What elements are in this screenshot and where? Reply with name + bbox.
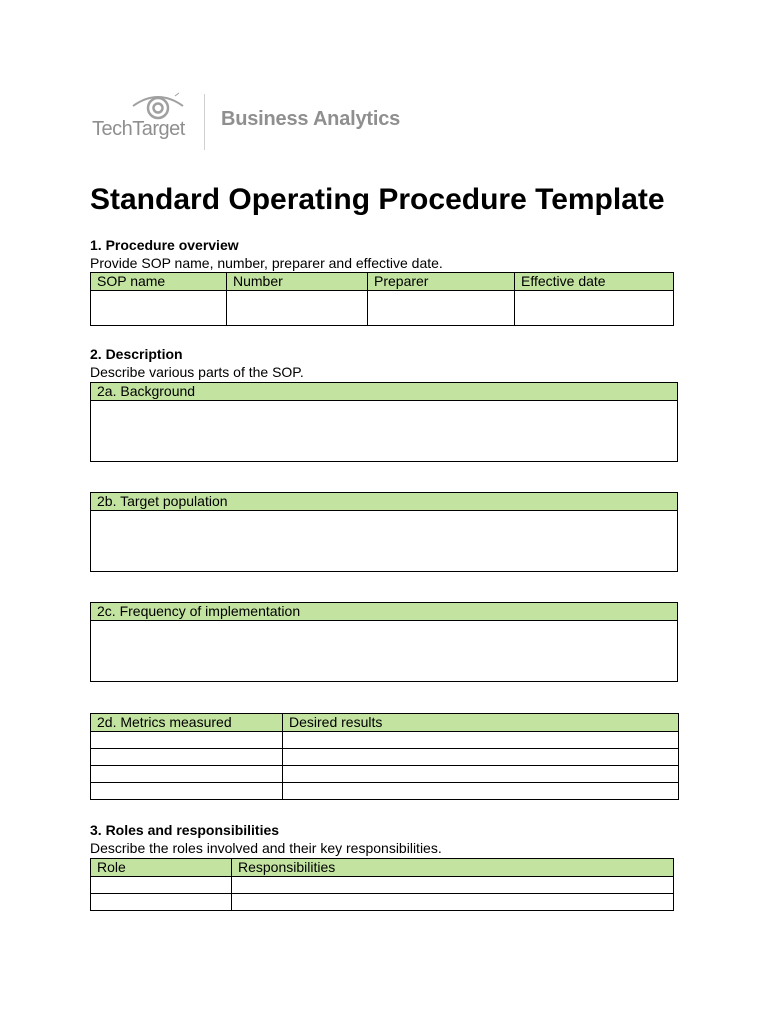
- section-3-heading: 3. Roles and responsibilities: [90, 822, 280, 838]
- frequency-cell[interactable]: [91, 621, 678, 682]
- metric-cell[interactable]: [91, 766, 283, 783]
- responsibilities-cell[interactable]: [232, 894, 674, 911]
- table-row: [91, 877, 674, 894]
- section-1-description: Provide SOP name, number, preparer and effective date.: [90, 255, 443, 271]
- result-cell[interactable]: [283, 732, 679, 749]
- metric-cell[interactable]: [91, 749, 283, 766]
- section-2-heading: 2. Description: [90, 346, 183, 362]
- logo-brand-text: TechTarget: [92, 118, 185, 140]
- table-header-row: [91, 859, 674, 877]
- result-cell[interactable]: [283, 783, 679, 800]
- section-1-heading: 1. Procedure overview: [90, 237, 239, 253]
- role-cell[interactable]: [91, 877, 232, 894]
- roles-table: [90, 858, 674, 911]
- procedure-overview-table: [90, 272, 674, 326]
- background-header: 2a. Background: [91, 383, 678, 401]
- number-cell[interactable]: [227, 291, 368, 326]
- result-cell[interactable]: [283, 749, 679, 766]
- frequency-header: 2c. Frequency of implementation: [91, 603, 678, 621]
- metrics-table: [90, 713, 679, 800]
- section-2-description: Describe various parts of the SOP.: [90, 364, 304, 380]
- document-title: Standard Operating Procedure Template: [90, 183, 665, 216]
- sop-name-cell[interactable]: [91, 291, 227, 326]
- target-population-header: 2b. Target population: [91, 493, 678, 511]
- role-cell[interactable]: [91, 894, 232, 911]
- techtarget-logo: [91, 92, 421, 152]
- table-row: [91, 732, 679, 749]
- metric-cell[interactable]: [91, 732, 283, 749]
- col-number: Number: [227, 273, 368, 291]
- col-desired-results: Desired results: [283, 714, 679, 732]
- col-role: Role: [91, 859, 232, 877]
- effective-date-cell[interactable]: [515, 291, 674, 326]
- background-table: [90, 382, 678, 462]
- metric-cell[interactable]: [91, 783, 283, 800]
- table-header-row: [91, 273, 674, 291]
- logo-product-text: Business Analytics: [221, 108, 401, 130]
- target-population-cell[interactable]: [91, 511, 678, 572]
- col-metrics-measured: 2d. Metrics measured: [91, 714, 283, 732]
- table-row: [91, 291, 674, 326]
- frequency-table: [90, 602, 678, 682]
- table-row: [91, 766, 679, 783]
- table-row: [91, 749, 679, 766]
- col-sop-name: SOP name: [91, 273, 227, 291]
- section-3-description: Describe the roles involved and their key responsibilities.: [90, 840, 442, 856]
- table-row: [91, 894, 674, 911]
- background-cell[interactable]: [91, 401, 678, 462]
- logo-divider: [204, 94, 205, 150]
- col-preparer: Preparer: [368, 273, 515, 291]
- table-header-row: [91, 714, 679, 732]
- target-population-table: [90, 492, 678, 572]
- responsibilities-cell[interactable]: [232, 877, 674, 894]
- col-responsibilities: Responsibilities: [232, 859, 674, 877]
- table-row: [91, 783, 679, 800]
- preparer-cell[interactable]: [368, 291, 515, 326]
- col-effective-date: Effective date: [515, 273, 674, 291]
- result-cell[interactable]: [283, 766, 679, 783]
